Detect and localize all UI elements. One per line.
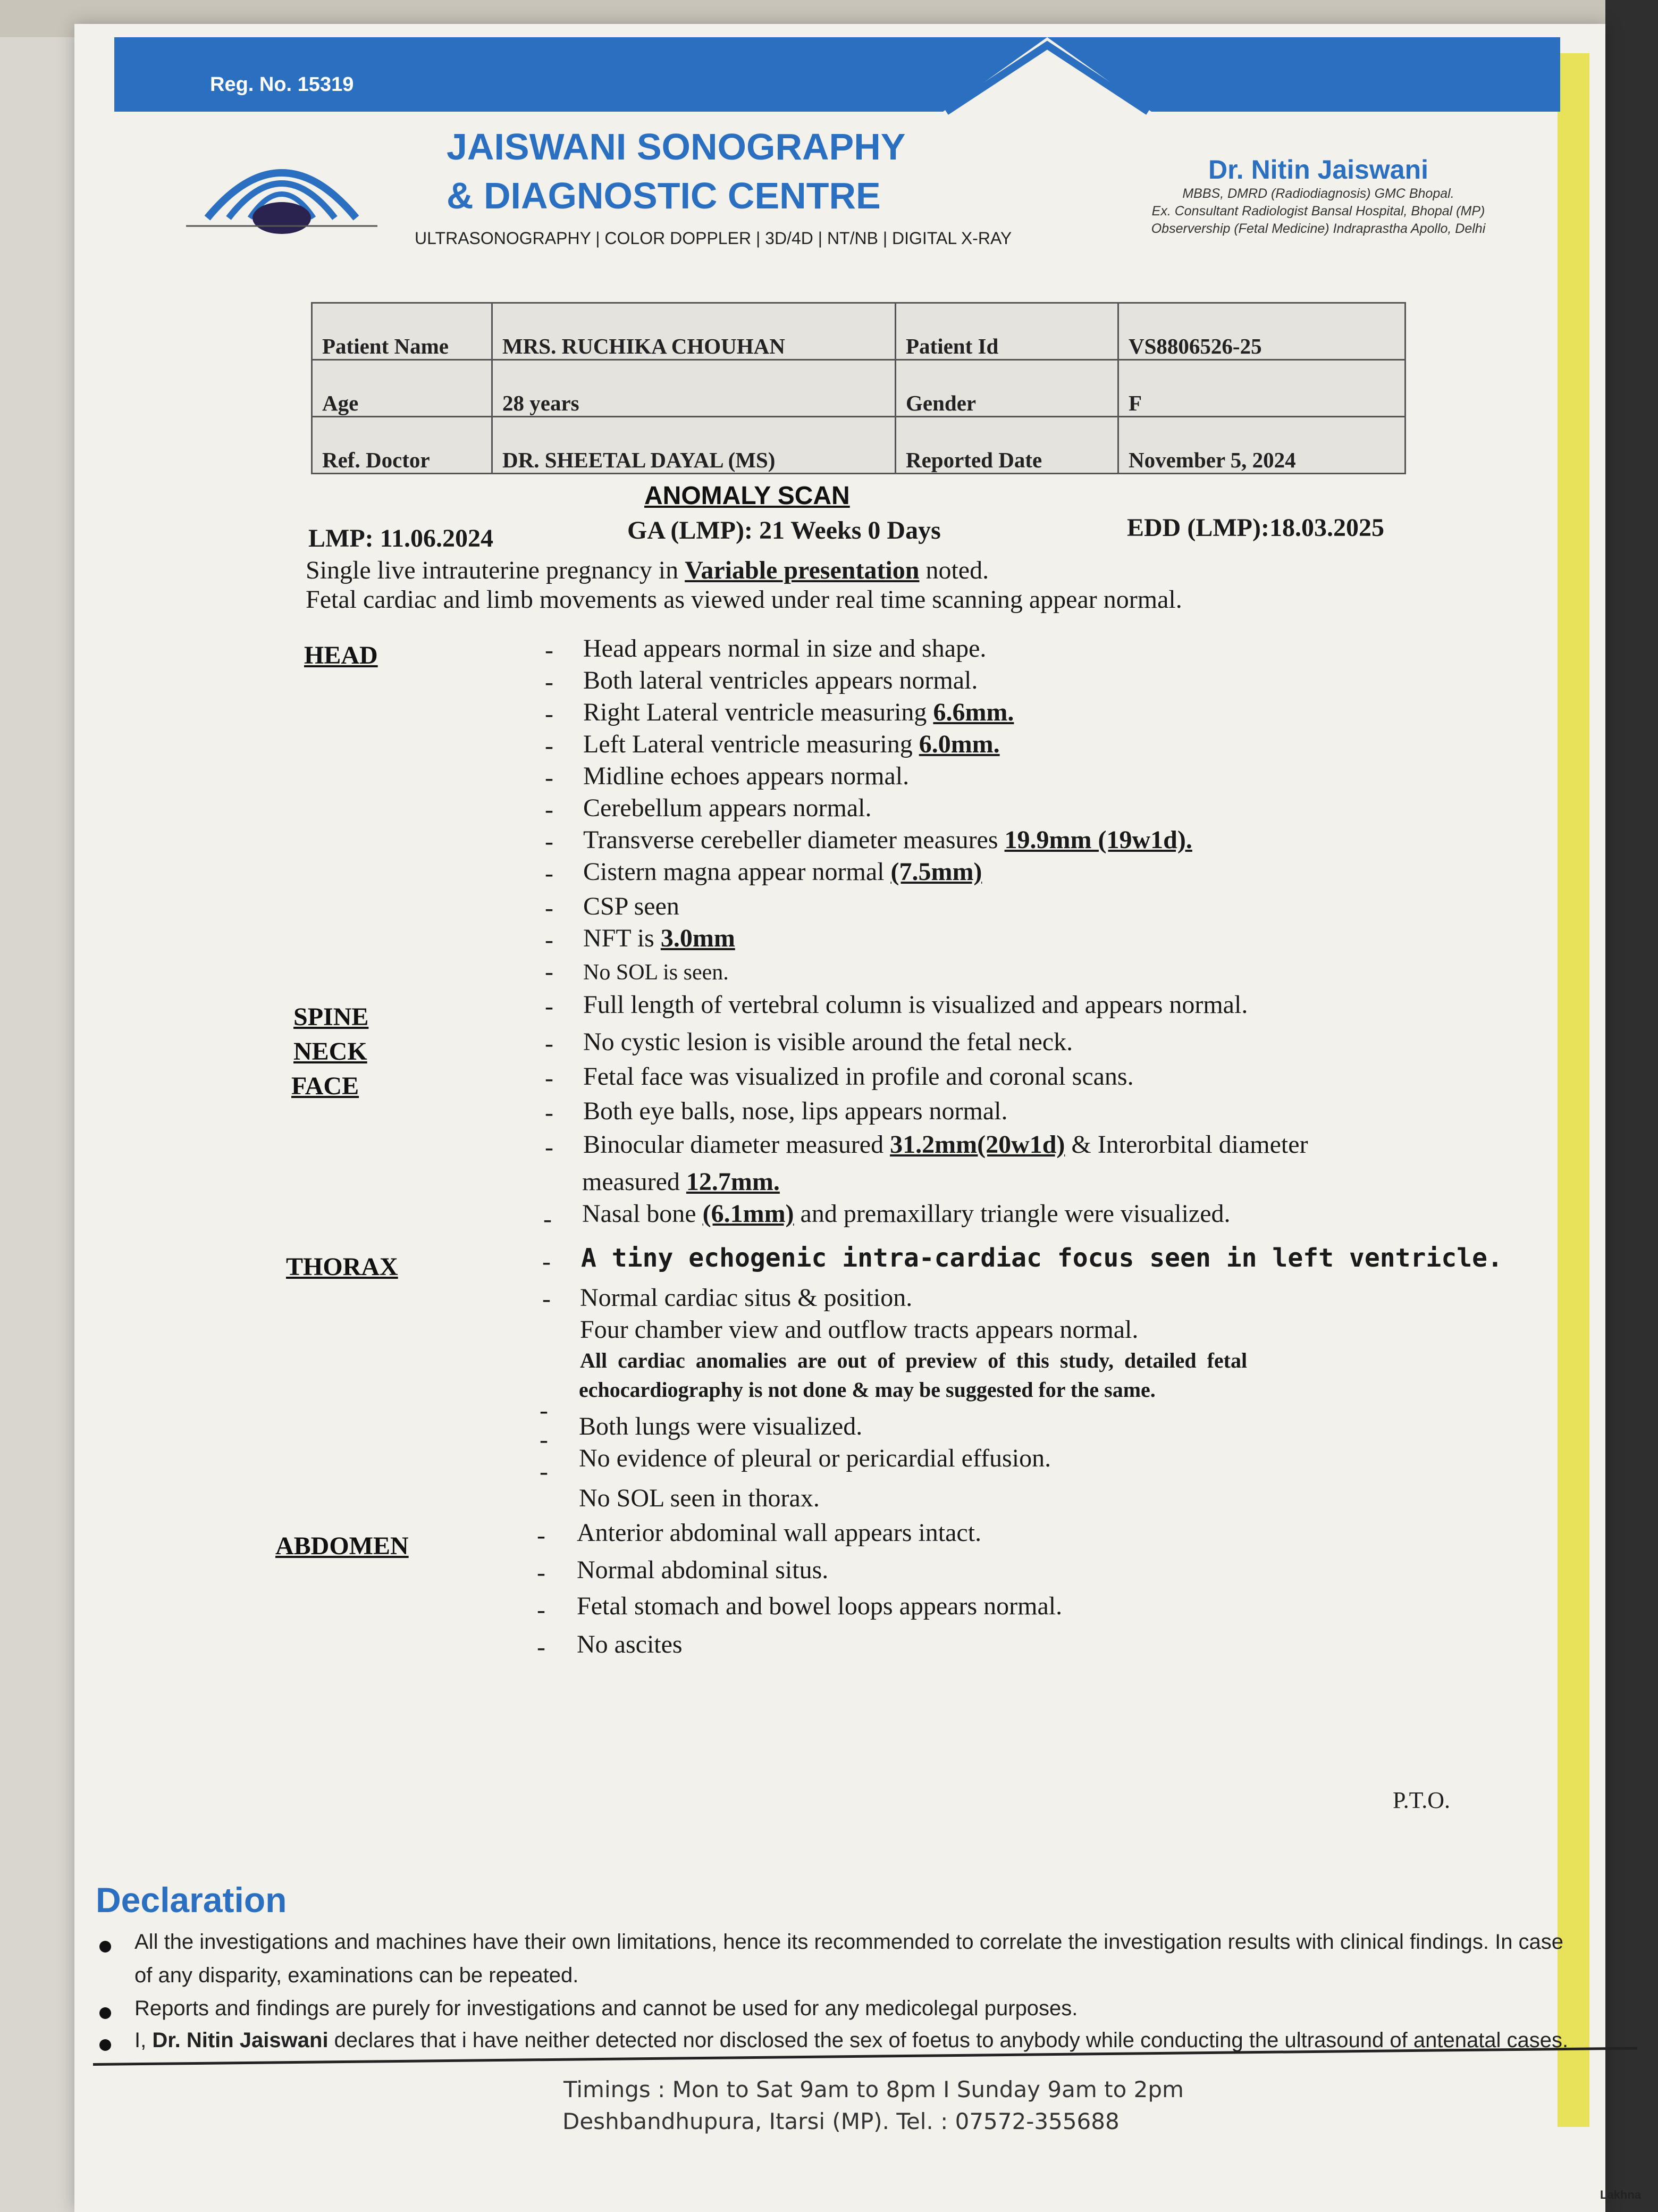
finding-item: Four chamber view and outflow tracts appears normal. <box>580 1316 1139 1344</box>
finding-item <box>582 1167 780 1196</box>
declaration-item <box>134 2029 1568 2052</box>
dash: - <box>545 636 553 664</box>
section-neck: NECK <box>293 1037 367 1066</box>
finding-item: Both lateral ventricles appears normal. <box>583 666 978 694</box>
dash: - <box>545 827 553 856</box>
finding-item: Anterior abdominal wall appears intact. <box>577 1519 982 1547</box>
clinic-name-line2: & DIAGNOSTIC CENTRE <box>447 175 881 216</box>
text: I, <box>134 2029 153 2052</box>
text: & Interorbital diameter <box>1065 1130 1308 1159</box>
finding-item: Both lungs were visualized. <box>579 1412 863 1440</box>
section-spine: SPINE <box>293 1003 369 1031</box>
finding-item <box>583 825 1192 854</box>
pregnancy-summary <box>306 556 989 585</box>
finding-item <box>583 698 1014 727</box>
dash: - <box>545 700 553 728</box>
dash: - <box>545 1064 553 1092</box>
dash: - <box>540 1426 548 1454</box>
dash: - <box>545 894 553 922</box>
clinic-logo-icon <box>175 138 388 239</box>
text: Nasal bone <box>582 1200 703 1228</box>
text: Binocular diameter measured <box>583 1130 890 1159</box>
clinic-timings: Timings : Mon to Sat 9am to 8pm I Sunday 9am to 2pm <box>563 2076 1184 2102</box>
table-row <box>312 303 1405 360</box>
measurement: 31.2mm(20w1d) <box>890 1130 1065 1159</box>
age-label: Age <box>312 360 492 417</box>
finding-item: Head appears normal in size and shape. <box>583 634 987 663</box>
dash: - <box>543 1205 552 1233</box>
declaration-title: Declaration <box>96 1880 287 1920</box>
finding-item: All cardiac anomalies are out of preview of this study, detailed fetal <box>580 1348 1248 1372</box>
doctor-name-bold: Dr. Nitin Jaiswani <box>152 2029 329 2052</box>
patient-name-label: Patient Name <box>312 303 492 360</box>
gestational-age: GA (LMP): 21 Weeks 0 Days <box>627 516 941 544</box>
text: Single live intrauterine pregnancy in <box>306 556 685 584</box>
background-right <box>1605 0 1658 2212</box>
doctor-name: Dr. Nitin Jaiswani <box>1208 155 1428 185</box>
dash: - <box>545 668 553 696</box>
dash: - <box>540 1396 548 1425</box>
finding-item: Both eye balls, nose, lips appears normal. <box>583 1097 1008 1125</box>
patient-name-value: MRS. RUCHIKA CHOUHAN <box>492 303 896 360</box>
finding-item: CSP seen <box>583 892 679 920</box>
dash: - <box>545 764 553 792</box>
dash: - <box>537 1596 545 1624</box>
doctor-experience: Ex. Consultant Radiologist Bansal Hospital, Bhopal (MP) <box>1151 204 1485 219</box>
finding-item: Normal abdominal situs. <box>577 1556 829 1584</box>
registration-number: Reg. No. 15319 <box>210 73 354 96</box>
finding-item: No SOL seen in thorax. <box>579 1484 820 1512</box>
dash: - <box>542 1285 551 1313</box>
measurement: (6.1mm) <box>702 1200 794 1228</box>
lmp-date: LMP: 11.06.2024 <box>308 524 493 552</box>
dash: - <box>545 795 553 824</box>
finding-item: No evidence of pleural or pericardial effusion. <box>579 1444 1051 1472</box>
dash: - <box>545 732 553 760</box>
folder-edge <box>1558 53 1589 2127</box>
dash: - <box>545 1029 553 1058</box>
services-list: ULTRASONOGRAPHY | COLOR DOPPLER | 3D/4D | NT/NB | DIGITAL X-RAY <box>415 229 1012 248</box>
bullet-icon <box>99 2039 111 2051</box>
clinic-name-line1: JAISWANI SONOGRAPHY <box>447 126 906 167</box>
measurement: 3.0mm <box>660 924 735 952</box>
table-row <box>312 360 1405 417</box>
bullet-icon <box>99 1941 111 1953</box>
reported-date-label: Reported Date <box>896 417 1118 474</box>
page-turn-note: P.T.O. <box>1393 1787 1450 1813</box>
dash: - <box>545 926 553 954</box>
dash: - <box>545 1133 553 1161</box>
finding-item: No ascites <box>577 1630 683 1658</box>
text: noted. <box>919 556 989 584</box>
finding-item: Fetal stomach and bowel loops appears normal. <box>577 1592 1063 1620</box>
finding-item <box>583 1130 1308 1159</box>
ref-doctor-label: Ref. Doctor <box>312 417 492 474</box>
text: NFT is <box>583 924 661 952</box>
finding-item: Fetal face was visualized in profile and coronal scans. <box>583 1062 1134 1091</box>
dash: - <box>545 992 553 1020</box>
dash: - <box>537 1559 545 1587</box>
section-head: HEAD <box>304 641 378 669</box>
measurement: 6.6mm. <box>933 698 1014 726</box>
finding-item: Normal cardiac situs & position. <box>580 1284 913 1312</box>
declaration-item: All the investigations and machines have their own limitations, hence its recommended to correlate the investigation results with clinical findings. In case <box>134 1930 1564 1954</box>
patient-info-table <box>311 302 1406 474</box>
gender-label: Gender <box>896 360 1118 417</box>
text: Left Lateral ventricle measuring <box>583 730 919 758</box>
finding-item <box>582 1199 1231 1228</box>
finding-item <box>583 857 982 886</box>
patient-id-value: VS8806526-25 <box>1118 303 1405 360</box>
movement-summary: Fetal cardiac and limb movements as viewed under real time scanning appear normal. <box>306 585 1182 614</box>
corner-label: Lakhna <box>1600 2188 1642 2201</box>
dash: - <box>545 1099 553 1127</box>
age-value: 28 years <box>492 360 896 417</box>
section-face: FACE <box>291 1072 359 1100</box>
text: measured <box>582 1168 686 1196</box>
dash: - <box>537 1633 545 1661</box>
report-title: ANOMALY SCAN <box>644 482 850 510</box>
measurement: 6.0mm. <box>919 730 1000 758</box>
reported-date-value: November 5, 2024 <box>1118 417 1405 474</box>
finding-item: No cystic lesion is visible around the fetal neck. <box>583 1028 1073 1056</box>
gender-value: F <box>1118 360 1405 417</box>
finding-item: A tiny echogenic intra-cardiac focus seen in left ventricle. <box>581 1243 1503 1273</box>
clinic-address: Deshbandhupura, Itarsi (MP). Tel. : 07572-355688 <box>562 2108 1120 2134</box>
bullet-icon <box>99 2007 111 2019</box>
presentation-value: Variable presentation <box>685 556 920 584</box>
clinic-name <box>447 122 905 220</box>
section-thorax: THORAX <box>286 1253 398 1281</box>
finding-item <box>583 924 735 953</box>
expected-delivery-date: EDD (LMP):18.03.2025 <box>1127 514 1384 542</box>
finding-item: Full length of vertebral column is visualized and appears normal. <box>583 991 1248 1019</box>
dash: - <box>542 1247 551 1276</box>
finding-item: No SOL is seen. <box>583 960 729 985</box>
table-row <box>312 417 1405 474</box>
section-abdomen: ABDOMEN <box>275 1532 409 1560</box>
dash: - <box>545 958 553 986</box>
declaration-item: Reports and findings are purely for investigations and cannot be used for any medicolegal purposes. <box>134 1997 1078 2020</box>
text: Cistern magna appear normal <box>583 858 891 886</box>
doctor-block <box>1127 154 1510 238</box>
patient-id-label: Patient Id <box>896 303 1118 360</box>
measurement: 12.7mm. <box>686 1168 780 1196</box>
ref-doctor-value: DR. SHEETAL DAYAL (MS) <box>492 417 896 474</box>
finding-item <box>583 730 1000 759</box>
text: and premaxillary triangle were visualized. <box>794 1200 1231 1228</box>
dash: - <box>545 859 553 887</box>
header-peak-graphic <box>936 32 1159 117</box>
finding-item: Cerebellum appears normal. <box>583 794 872 822</box>
text: Transverse cerebeller diameter measures <box>583 826 1005 854</box>
dash: - <box>537 1521 545 1549</box>
declaration-item: of any disparity, examinations can be repeated. <box>134 1964 579 1987</box>
measurement: 19.9mm (19w1d). <box>1004 826 1192 854</box>
dash: - <box>540 1457 548 1486</box>
text: Right Lateral ventricle measuring <box>583 698 933 726</box>
finding-item: echocardiography is not done & may be suggested for the same. <box>579 1378 1156 1402</box>
finding-item: Midline echoes appears normal. <box>583 762 910 790</box>
measurement: (7.5mm) <box>890 858 982 886</box>
doctor-qualification: MBBS, DMRD (Radiodiagnosis) GMC Bhopal. <box>1182 186 1454 201</box>
text: declares that i have neither detected nor disclosed the sex of foetus to anybody while conducting the ultrasound of antenatal cases. <box>328 2029 1569 2052</box>
doctor-observership: Observership (Fetal Medicine) Indraprastha Apollo, Delhi <box>1151 221 1486 236</box>
